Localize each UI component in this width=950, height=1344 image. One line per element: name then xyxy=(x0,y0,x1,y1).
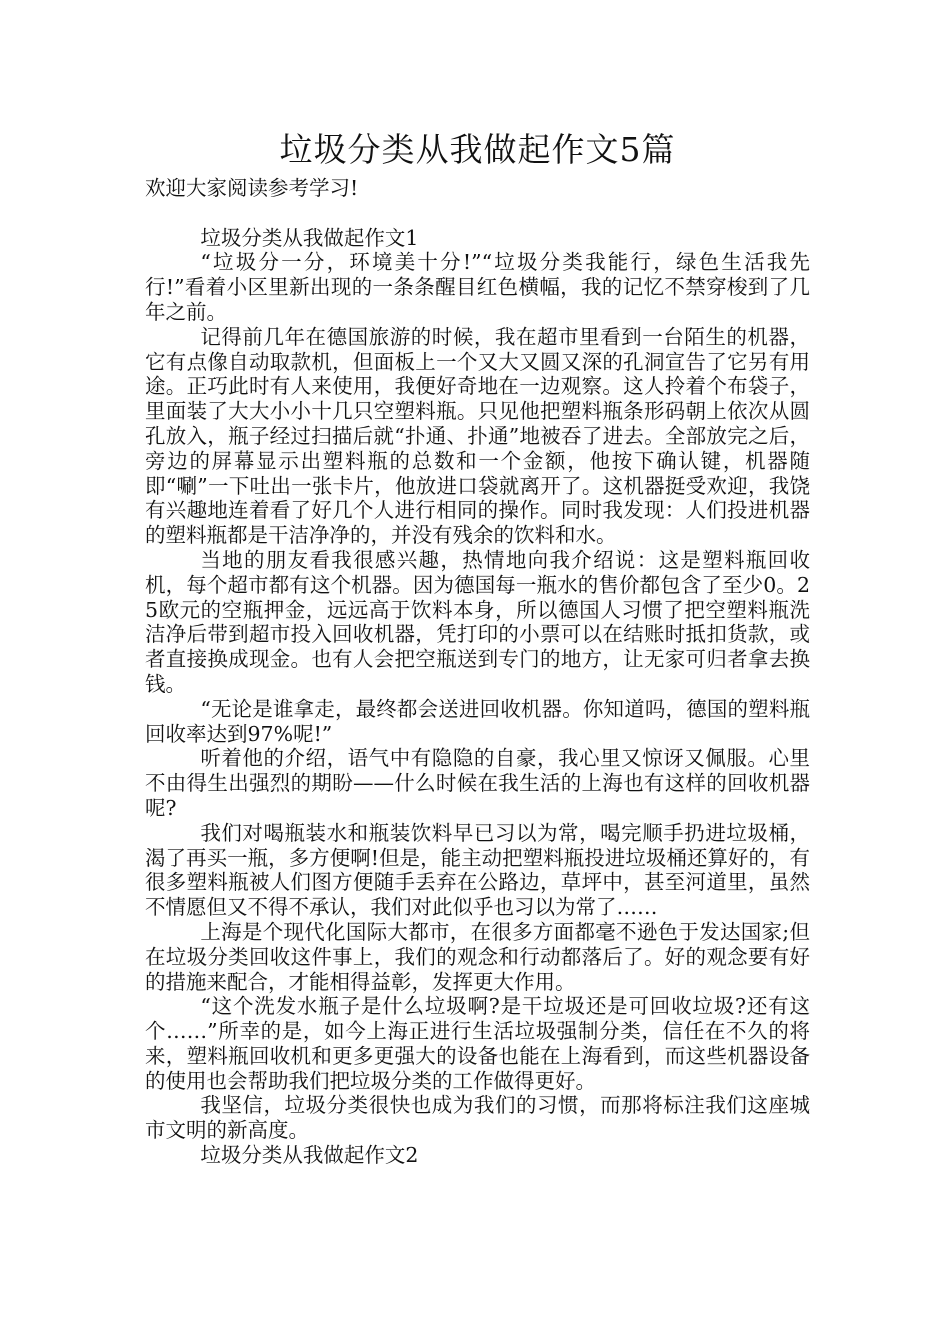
document-title: 垃圾分类从我做起作文5篇 xyxy=(279,130,676,169)
paragraph: 我们对喝瓶装水和瓶装饮料早已习以为常，喝完顺手扔进垃圾桶，渴了再买一瓶，多方便啊!但是，能主动把塑料瓶投进垃圾桶还算好的，有很多塑料瓶被人们图方便随手丢弃在公路边，草坪中，甚至河道里，虽然不情愿但又不得不承认，我们对此似乎也习以为常了…… xyxy=(145,820,810,920)
document-page xyxy=(145,128,810,1168)
section-heading-2: 垃圾分类从我做起作文2 xyxy=(200,1143,419,1168)
paragraph: 当地的朋友看我很感兴趣，热情地向我介绍说：这是塑料瓶回收机，每个超市都有这个机器。因为德国每一瓶水的售价都包含了至少0。25欧元的空瓶押金，远远高于饮料本身，所以德国人习惯了把空塑料瓶洗洁净后带到超市投入回收机器，凭打印的小票可以在结账时抵扣货款，或者直接换成现金。也有人会把空瓶送到专门的地方，让无家可归者拿去换钱。 xyxy=(145,547,810,696)
paragraph: “这个洗发水瓶子是什么垃圾啊?是干垃圾还是可回收垃圾?还有这个……”所幸的是，如今上海正进行生活垃圾强制分类，信任在不久的将来，塑料瓶回收机和更多更强大的设备也能在上海看到，而这些机器设备的使用也会帮助我们把垃圾分类的工作做得更好。 xyxy=(145,994,810,1093)
paragraph: “垃圾分一分，环境美十分!”“垃圾分类我能行，绿色生活我先行!”看着小区里新出现的一条条醒目红色横幅，我的记忆不禁穿梭到了几年之前。 xyxy=(145,250,810,324)
intro-text: 欢迎大家阅读参考学习! xyxy=(145,176,359,200)
paragraph: 上海是个现代化国际大都市，在很多方面都毫不逊色于发达国家;但在垃圾分类回收这件事上，我们的观念和行动都落后了。好的观念要有好的措施来配合，才能相得益彰，发挥更大作用。 xyxy=(145,919,810,994)
paragraph: 记得前几年在德国旅游的时候，我在超市里看到一台陌生的机器，它有点像自动取款机，但面板上一个又大又圆又深的孔洞宣告了它另有用途。正巧此时有人来使用，我便好奇地在一边观察。这人拎着个布袋子，里面装了大大小小十几只空塑料瓶。只见他把塑料瓶条形码朝上依次从圆孔放入，瓶子经过扫描后就“扑通、扑通”地被吞了进去。全部放完之后，旁边的屏幕显示出塑料瓶的总数和一个金额，他按下确认键，机器随即“唰”一下吐出一张卡片，他放进口袋就离开了。这机器挺受欢迎，我饶有兴趣地连着看了好几个人进行相同的操作。同时我发现：人们投进机器的塑料瓶都是干洁净净的，并没有残余的饮料和水。 xyxy=(145,324,810,548)
blank-line xyxy=(145,201,810,226)
section-heading-1: 垃圾分类从我做起作文1 xyxy=(200,225,419,250)
paragraph: “无论是谁拿走，最终都会送进回收机器。你知道吗，德国的塑料瓶回收率达到97%呢!” xyxy=(145,696,810,746)
paragraph: 我坚信，垃圾分类很快也成为我们的习惯，而那将标注我们这座城市文明的新高度。 xyxy=(145,1093,810,1143)
paragraph: 听着他的介绍，语气中有隐隐的自豪，我心里又惊讶又佩服。心里不由得生出强烈的期盼——什么时候在我生活的上海也有这样的回收机器呢? xyxy=(145,746,810,820)
